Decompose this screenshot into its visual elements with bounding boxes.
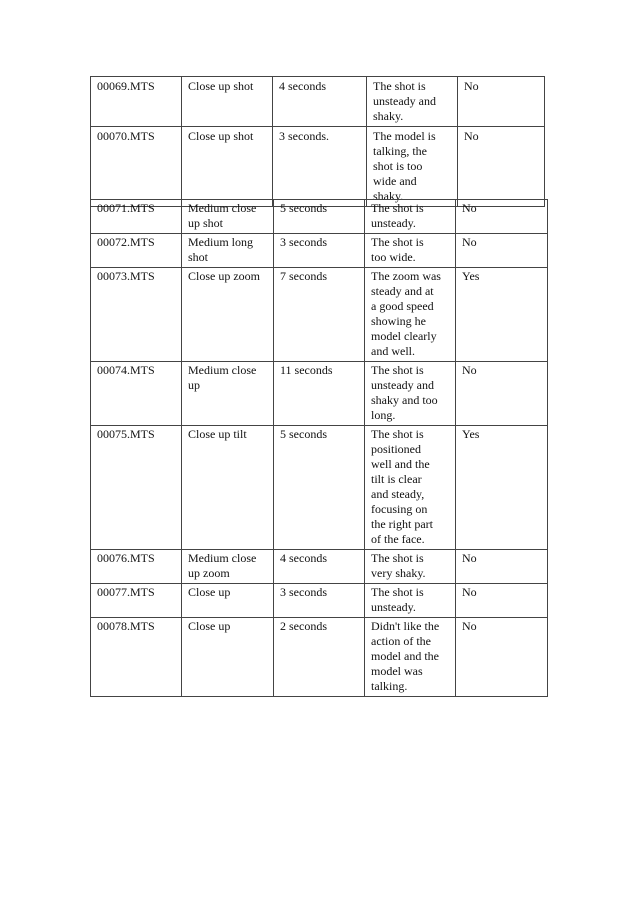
comment-cell: Didn't like the action of the model and the model was talking.: [365, 618, 456, 697]
comment-cell: The shot is positioned well and the tilt is clear and steady, focusing on the right part of the face.: [365, 426, 456, 550]
shot-type-cell: Close up: [182, 584, 274, 618]
clip-file-cell: 00070.MTS: [91, 127, 182, 207]
table-row: [91, 618, 548, 697]
shot-type-cell: Close up zoom: [182, 268, 274, 362]
shot-log-table-top: [90, 76, 545, 207]
comment-cell: The shot is unsteady.: [365, 584, 456, 618]
duration-cell: 4 seconds: [274, 550, 365, 584]
table-row: [91, 584, 548, 618]
usable-cell: No: [456, 200, 548, 234]
clip-file-cell: 00075.MTS: [91, 426, 182, 550]
usable-cell: Yes: [456, 268, 548, 362]
duration-cell: 2 seconds: [274, 618, 365, 697]
clip-file-cell: 00073.MTS: [91, 268, 182, 362]
comment-cell: The zoom was steady and at a good speed showing he model clearly and well.: [365, 268, 456, 362]
usable-cell: No: [456, 618, 548, 697]
table-row: [91, 362, 548, 426]
shot-type-cell: Close up: [182, 618, 274, 697]
duration-cell: 7 seconds: [274, 268, 365, 362]
comment-cell: The shot is unsteady and shaky.: [367, 77, 458, 127]
clip-file-cell: 00069.MTS: [91, 77, 182, 127]
comment-cell: The shot is very shaky.: [365, 550, 456, 584]
table-row: [91, 127, 545, 207]
shot-type-cell: Close up shot: [182, 127, 273, 207]
shot-type-cell: Close up shot: [182, 77, 273, 127]
table-row: [91, 268, 548, 362]
clip-file-cell: 00077.MTS: [91, 584, 182, 618]
clip-file-cell: 00074.MTS: [91, 362, 182, 426]
usable-cell: No: [456, 550, 548, 584]
duration-cell: 11 seconds: [274, 362, 365, 426]
shot-log-table-bottom: [90, 199, 548, 697]
table-row: [91, 200, 548, 234]
table-row: [91, 77, 545, 127]
duration-cell: 3 seconds: [274, 234, 365, 268]
usable-cell: No: [456, 362, 548, 426]
clip-file-cell: 00072.MTS: [91, 234, 182, 268]
usable-cell: No: [458, 77, 545, 127]
comment-cell: The shot is unsteady and shaky and too long.: [365, 362, 456, 426]
clip-file-cell: 00071.MTS: [91, 200, 182, 234]
shot-type-cell: Medium close up shot: [182, 200, 274, 234]
usable-cell: No: [456, 584, 548, 618]
table-row: [91, 550, 548, 584]
usable-cell: No: [456, 234, 548, 268]
duration-cell: 3 seconds: [274, 584, 365, 618]
shot-type-cell: Close up tilt: [182, 426, 274, 550]
shot-type-cell: Medium long shot: [182, 234, 274, 268]
duration-cell: 5 seconds: [274, 200, 365, 234]
duration-cell: 4 seconds: [273, 77, 367, 127]
duration-cell: 5 seconds: [274, 426, 365, 550]
clip-file-cell: 00078.MTS: [91, 618, 182, 697]
comment-cell: The shot is too wide.: [365, 234, 456, 268]
comment-cell: The shot is unsteady.: [365, 200, 456, 234]
usable-cell: Yes: [456, 426, 548, 550]
shot-type-cell: Medium close up: [182, 362, 274, 426]
usable-cell: No: [458, 127, 545, 207]
clip-file-cell: 00076.MTS: [91, 550, 182, 584]
table-row: [91, 426, 548, 550]
duration-cell: 3 seconds.: [273, 127, 367, 207]
table-row: [91, 234, 548, 268]
comment-cell: The model is talking, the shot is too wide and shaky.: [367, 127, 458, 207]
shot-type-cell: Medium close up zoom: [182, 550, 274, 584]
